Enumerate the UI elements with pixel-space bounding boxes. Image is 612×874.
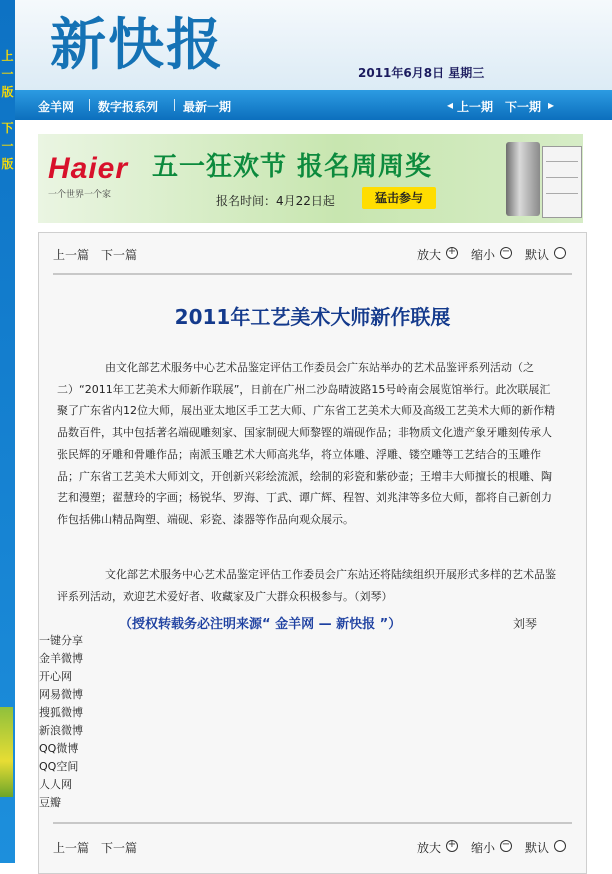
prev-issue-link[interactable]: 上一期 [457,100,494,114]
masthead [15,0,612,90]
issue-date: 2011年6月8日 星期三 [358,66,485,80]
share-kaixin[interactable]: 开心网 [39,670,72,683]
prev-article-link[interactable]: 上一篇 [53,248,90,262]
share-douban[interactable]: 豆瓣 [39,796,61,809]
share-sohu-weibo[interactable]: 搜狐微博 [39,706,83,719]
share-netease-weibo[interactable]: 网易微博 [39,688,83,701]
next-article-link[interactable]: 下一篇 [101,841,138,855]
next-page-link-char-1[interactable]: 下 [1,121,14,135]
default-size-radio-icon[interactable] [554,247,566,259]
default-size-label[interactable]: 默认 [525,248,550,262]
next-page-link-char-2[interactable]: 一 [1,139,14,153]
sidebar-thumbnail-image[interactable] [0,707,13,797]
article-author: 刘琴 [513,617,538,631]
fridge-open-image [542,146,582,218]
newspaper-logo: 新快报 [50,12,224,78]
share-qq-weibo[interactable]: QQ微博 [39,742,79,755]
fridge-image [506,142,540,216]
zoom-out-icon[interactable]: − [501,839,511,850]
copyright-notice: （授权转载务必注明来源“ 金羊网 — 新快报 ”） [119,617,402,632]
share-sina-weibo[interactable]: 新浪微博 [39,724,83,737]
prev-page-link-char-1[interactable]: 上 [1,49,14,63]
divider [53,822,572,824]
next-article-link[interactable]: 下一篇 [101,248,138,262]
ad-join-button[interactable]: 猛击参与 [362,187,436,209]
nav-link-latest-issue[interactable]: 最新一期 [183,100,232,114]
share-list [39,632,119,812]
nav-divider [174,99,175,111]
zoom-out-icon[interactable]: − [501,246,511,257]
article-toolbar-bottom [39,826,586,862]
arrow-left-icon: ◂ [447,98,454,112]
zoom-in-icon[interactable]: + [447,839,457,850]
haier-slogan: 一个世界一个家 [48,190,112,200]
share-qzone[interactable]: QQ空间 [39,760,79,773]
article-paragraph: 文化部艺术服务中心艺术品鉴定评估工作委员会广东站还将陆续组织开展形式多样的艺术品鉴评系列活动，欢迎艺术爱好者、收藏家及广大群众积极参与。（刘琴） [57,568,556,603]
zoom-out-label[interactable]: 缩小 [471,248,496,262]
arrow-right-icon: ▸ [548,98,555,112]
divider [53,273,572,275]
zoom-in-icon[interactable]: + [447,246,457,257]
nav-divider [89,99,90,111]
ad-registration-time: 报名时间：4月22日起 [216,194,335,208]
article-panel [38,232,587,874]
next-issue-link[interactable]: 下一期 [505,100,542,114]
zoom-in-label[interactable]: 放大 [417,248,442,262]
nav-link-digital-series[interactable]: 数字报系列 [98,100,159,114]
article-toolbar-top [39,233,586,269]
prev-page-link-char-3[interactable]: 版 [1,85,14,99]
default-size-radio-icon[interactable] [554,840,566,852]
default-size-label[interactable]: 默认 [525,841,550,855]
prev-article-link[interactable]: 上一篇 [53,841,90,855]
haier-ad-banner[interactable] [38,134,583,223]
top-nav-bar [15,90,612,120]
prev-page-link-char-2[interactable]: 一 [1,67,14,81]
zoom-out-label[interactable]: 缩小 [471,841,496,855]
share-jinyang-weibo[interactable]: 金羊微博 [39,652,83,665]
next-page-link-char-3[interactable]: 版 [1,157,14,171]
haier-logo: Haier [48,152,129,185]
share-renren[interactable]: 人人网 [39,778,72,791]
nav-link-jinyang[interactable]: 金羊网 [38,100,75,114]
article-paragraph: 由文化部艺术服务中心艺术品鉴定评估工作委员会广东站举办的艺术品鉴评系列活动（之二）“2011年工艺美术大师新作联展”，日前在广州二沙岛晴波路15号岭南会展览馆举行。此次联展汇聚了广东省内12位大师，展出亚太地区手工艺大师、广东省工艺美术大师及高级工艺美术大师的新作精品数百件，其中包括著名端砚雕刻家、国家制砚大师黎铿的端砚作品；非物质文化遗产象牙雕刻传承人张民辉的牙雕和骨雕作品；南派玉雕艺术大师高兆华，将立体雕、浮雕、镂空雕等工艺结合的玉雕作品；广东省工艺美术大师刘文，开创新兴彩绘流派，绘制的彩瓷和紫砂壶；王增丰大师擅长的根雕、陶艺和漫塑；翟慧玲的字画；杨锐华、罗海、丁武、谭广辉、程智、刘兆津等多位大师，都将自己新创力作包括佛山精品陶塑、端砚、彩瓷、漆器等作品向观众展示。 [57,361,555,526]
share-title: 一键分享 [39,634,83,647]
ad-headline: 五一狂欢节 报名周周奖 [152,152,433,182]
zoom-in-label[interactable]: 放大 [417,841,442,855]
article-title: 2011年工艺美术大师新作联展 [174,305,451,329]
